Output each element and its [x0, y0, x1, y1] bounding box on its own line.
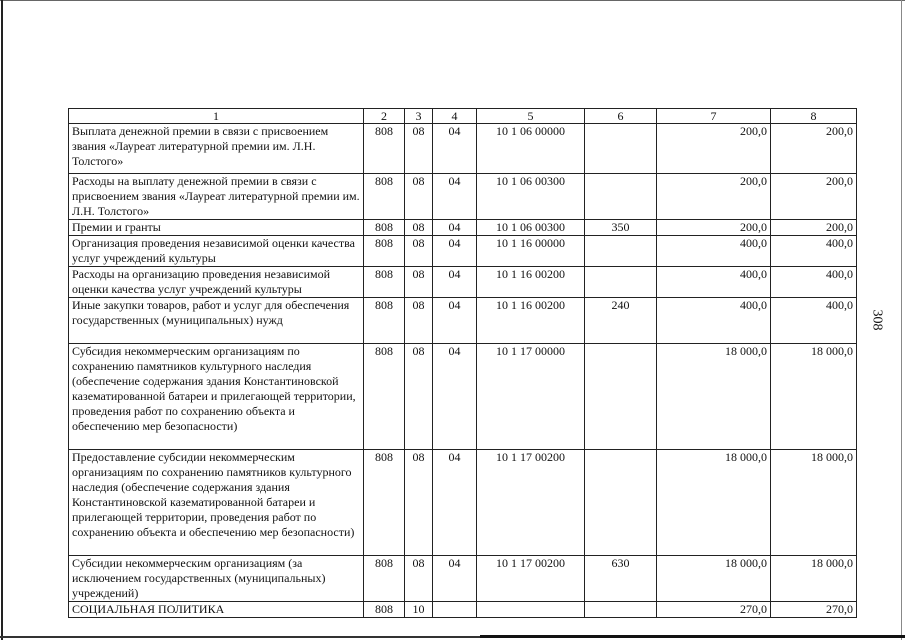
table-row	[69, 344, 857, 450]
amount-cell-8: 400,0	[771, 236, 857, 267]
amount-cell-7: 200,0	[657, 124, 771, 174]
target-article-cell: 10 1 16 00000	[477, 236, 585, 267]
amount-cell-8: 400,0	[771, 298, 857, 344]
table-row	[69, 556, 857, 602]
subsection-code-cell: 04	[433, 220, 477, 236]
amount-cell-7: 18 000,0	[657, 556, 771, 602]
expense-name-cell: СОЦИАЛЬНАЯ ПОЛИТИКА	[69, 602, 364, 618]
amount-cell-8: 200,0	[771, 174, 857, 220]
target-article-cell: 10 1 16 00200	[477, 298, 585, 344]
subsection-code-cell: 04	[433, 236, 477, 267]
subsection-code-cell: 04	[433, 298, 477, 344]
target-article-cell	[477, 602, 585, 618]
expense-name-cell: Субсидии некоммерческим организациям (за исключением государственных (муниципальных) учреждений)	[69, 556, 364, 602]
subsection-code-cell: 04	[433, 344, 477, 450]
expense-name-cell: Выплата денежной премии в связи с присвоением звания «Лауреат литературной премии им. Л.Н. Толстого»	[69, 124, 364, 174]
target-article-cell: 10 1 17 00000	[477, 344, 585, 450]
header-cell-2: 2	[364, 109, 405, 124]
amount-cell-7: 400,0	[657, 236, 771, 267]
page-right-edge	[901, 0, 902, 640]
expense-type-cell	[585, 344, 657, 450]
expense-name-cell: Расходы на выплату денежной премии в связи с присвоением звания «Лауреат литературной премии им. Л.Н. Толстого»	[69, 174, 364, 220]
header-cell-3: 3	[405, 109, 433, 124]
header-cell-1: 1	[69, 109, 364, 124]
subsection-code-cell: 04	[433, 450, 477, 556]
section-code-cell: 08	[405, 556, 433, 602]
target-article-cell: 10 1 06 00000	[477, 124, 585, 174]
subsection-code-cell	[433, 602, 477, 618]
table-row	[69, 236, 857, 267]
expense-name-cell: Организация проведения независимой оценки качества услуг учреждений культуры	[69, 236, 364, 267]
section-code-cell: 08	[405, 220, 433, 236]
amount-cell-8: 400,0	[771, 267, 857, 298]
section-code-cell: 08	[405, 344, 433, 450]
table-row	[69, 450, 857, 556]
ministry-code-cell: 808	[364, 236, 405, 267]
expense-type-cell	[585, 602, 657, 618]
section-code-cell: 10	[405, 602, 433, 618]
ministry-code-cell: 808	[364, 450, 405, 556]
subsection-code-cell: 04	[433, 556, 477, 602]
expense-type-cell	[585, 174, 657, 220]
amount-cell-8: 200,0	[771, 124, 857, 174]
table-row	[69, 267, 857, 298]
target-article-cell: 10 1 06 00300	[477, 220, 585, 236]
page-left-edge	[1, 0, 3, 640]
section-code-cell: 08	[405, 298, 433, 344]
ministry-code-cell: 808	[364, 602, 405, 618]
header-cell-4: 4	[433, 109, 477, 124]
expense-type-cell: 240	[585, 298, 657, 344]
amount-cell-8: 200,0	[771, 220, 857, 236]
table-row	[69, 220, 857, 236]
amount-cell-7: 200,0	[657, 174, 771, 220]
target-article-cell: 10 1 16 00200	[477, 267, 585, 298]
ministry-code-cell: 808	[364, 124, 405, 174]
amount-cell-8: 18 000,0	[771, 450, 857, 556]
section-code-cell: 08	[405, 236, 433, 267]
amount-cell-8: 18 000,0	[771, 556, 857, 602]
expense-name-cell: Премии и гранты	[69, 220, 364, 236]
subsection-code-cell: 04	[433, 124, 477, 174]
target-article-cell: 10 1 17 00200	[477, 450, 585, 556]
ministry-code-cell: 808	[364, 174, 405, 220]
amount-cell-7: 270,0	[657, 602, 771, 618]
expense-type-cell	[585, 267, 657, 298]
header-cell-7: 7	[657, 109, 771, 124]
section-code-cell: 08	[405, 124, 433, 174]
table-header-row	[69, 109, 857, 124]
target-article-cell: 10 1 17 00200	[477, 556, 585, 602]
expense-name-cell: Иные закупки товаров, работ и услуг для обеспечения государственных (муниципальных) нужд	[69, 298, 364, 344]
table-row	[69, 602, 857, 618]
header-cell-5: 5	[477, 109, 585, 124]
amount-cell-7: 400,0	[657, 298, 771, 344]
expense-name-cell: Предоставление субсидии некоммерческим организациям по сохранению памятников культурного наследия (обеспечение содержания здания Константиновской казематированной батареи и прилегающей территории, проведения работ по сохранению объекта и обеспечению мер безопасности)	[69, 450, 364, 556]
expense-type-cell: 350	[585, 220, 657, 236]
page-bottom-shadow	[480, 635, 905, 638]
ministry-code-cell: 808	[364, 344, 405, 450]
subsection-code-cell: 04	[433, 267, 477, 298]
section-code-cell: 08	[405, 267, 433, 298]
page-number: 308	[869, 309, 885, 331]
expense-type-cell	[585, 124, 657, 174]
header-cell-6: 6	[585, 109, 657, 124]
budget-table	[68, 108, 857, 618]
section-code-cell: 08	[405, 450, 433, 556]
section-code-cell: 08	[405, 174, 433, 220]
expense-type-cell: 630	[585, 556, 657, 602]
amount-cell-7: 18 000,0	[657, 344, 771, 450]
ministry-code-cell: 808	[364, 298, 405, 344]
amount-cell-8: 270,0	[771, 602, 857, 618]
ministry-code-cell: 808	[364, 556, 405, 602]
table-row	[69, 124, 857, 174]
amount-cell-7: 400,0	[657, 267, 771, 298]
target-article-cell: 10 1 06 00300	[477, 174, 585, 220]
amount-cell-7: 18 000,0	[657, 450, 771, 556]
expense-type-cell	[585, 236, 657, 267]
amount-cell-7: 200,0	[657, 220, 771, 236]
amount-cell-8: 18 000,0	[771, 344, 857, 450]
header-cell-8: 8	[771, 109, 857, 124]
page-top-edge	[0, 0, 905, 1]
expense-name-cell: Расходы на организацию проведения независимой оценки качества услуг учреждений культуры	[69, 267, 364, 298]
expense-name-cell: Субсидия некоммерческим организациям по сохранению памятников культурного наследия (обеспечение содержания здания Константиновской казематированной батареи и прилегающей территории, проведения работ по сохранению объекта и обеспечению мер безопасности)	[69, 344, 364, 450]
table-row	[69, 174, 857, 220]
table-row	[69, 298, 857, 344]
subsection-code-cell: 04	[433, 174, 477, 220]
ministry-code-cell: 808	[364, 267, 405, 298]
ministry-code-cell: 808	[364, 220, 405, 236]
expense-type-cell	[585, 450, 657, 556]
